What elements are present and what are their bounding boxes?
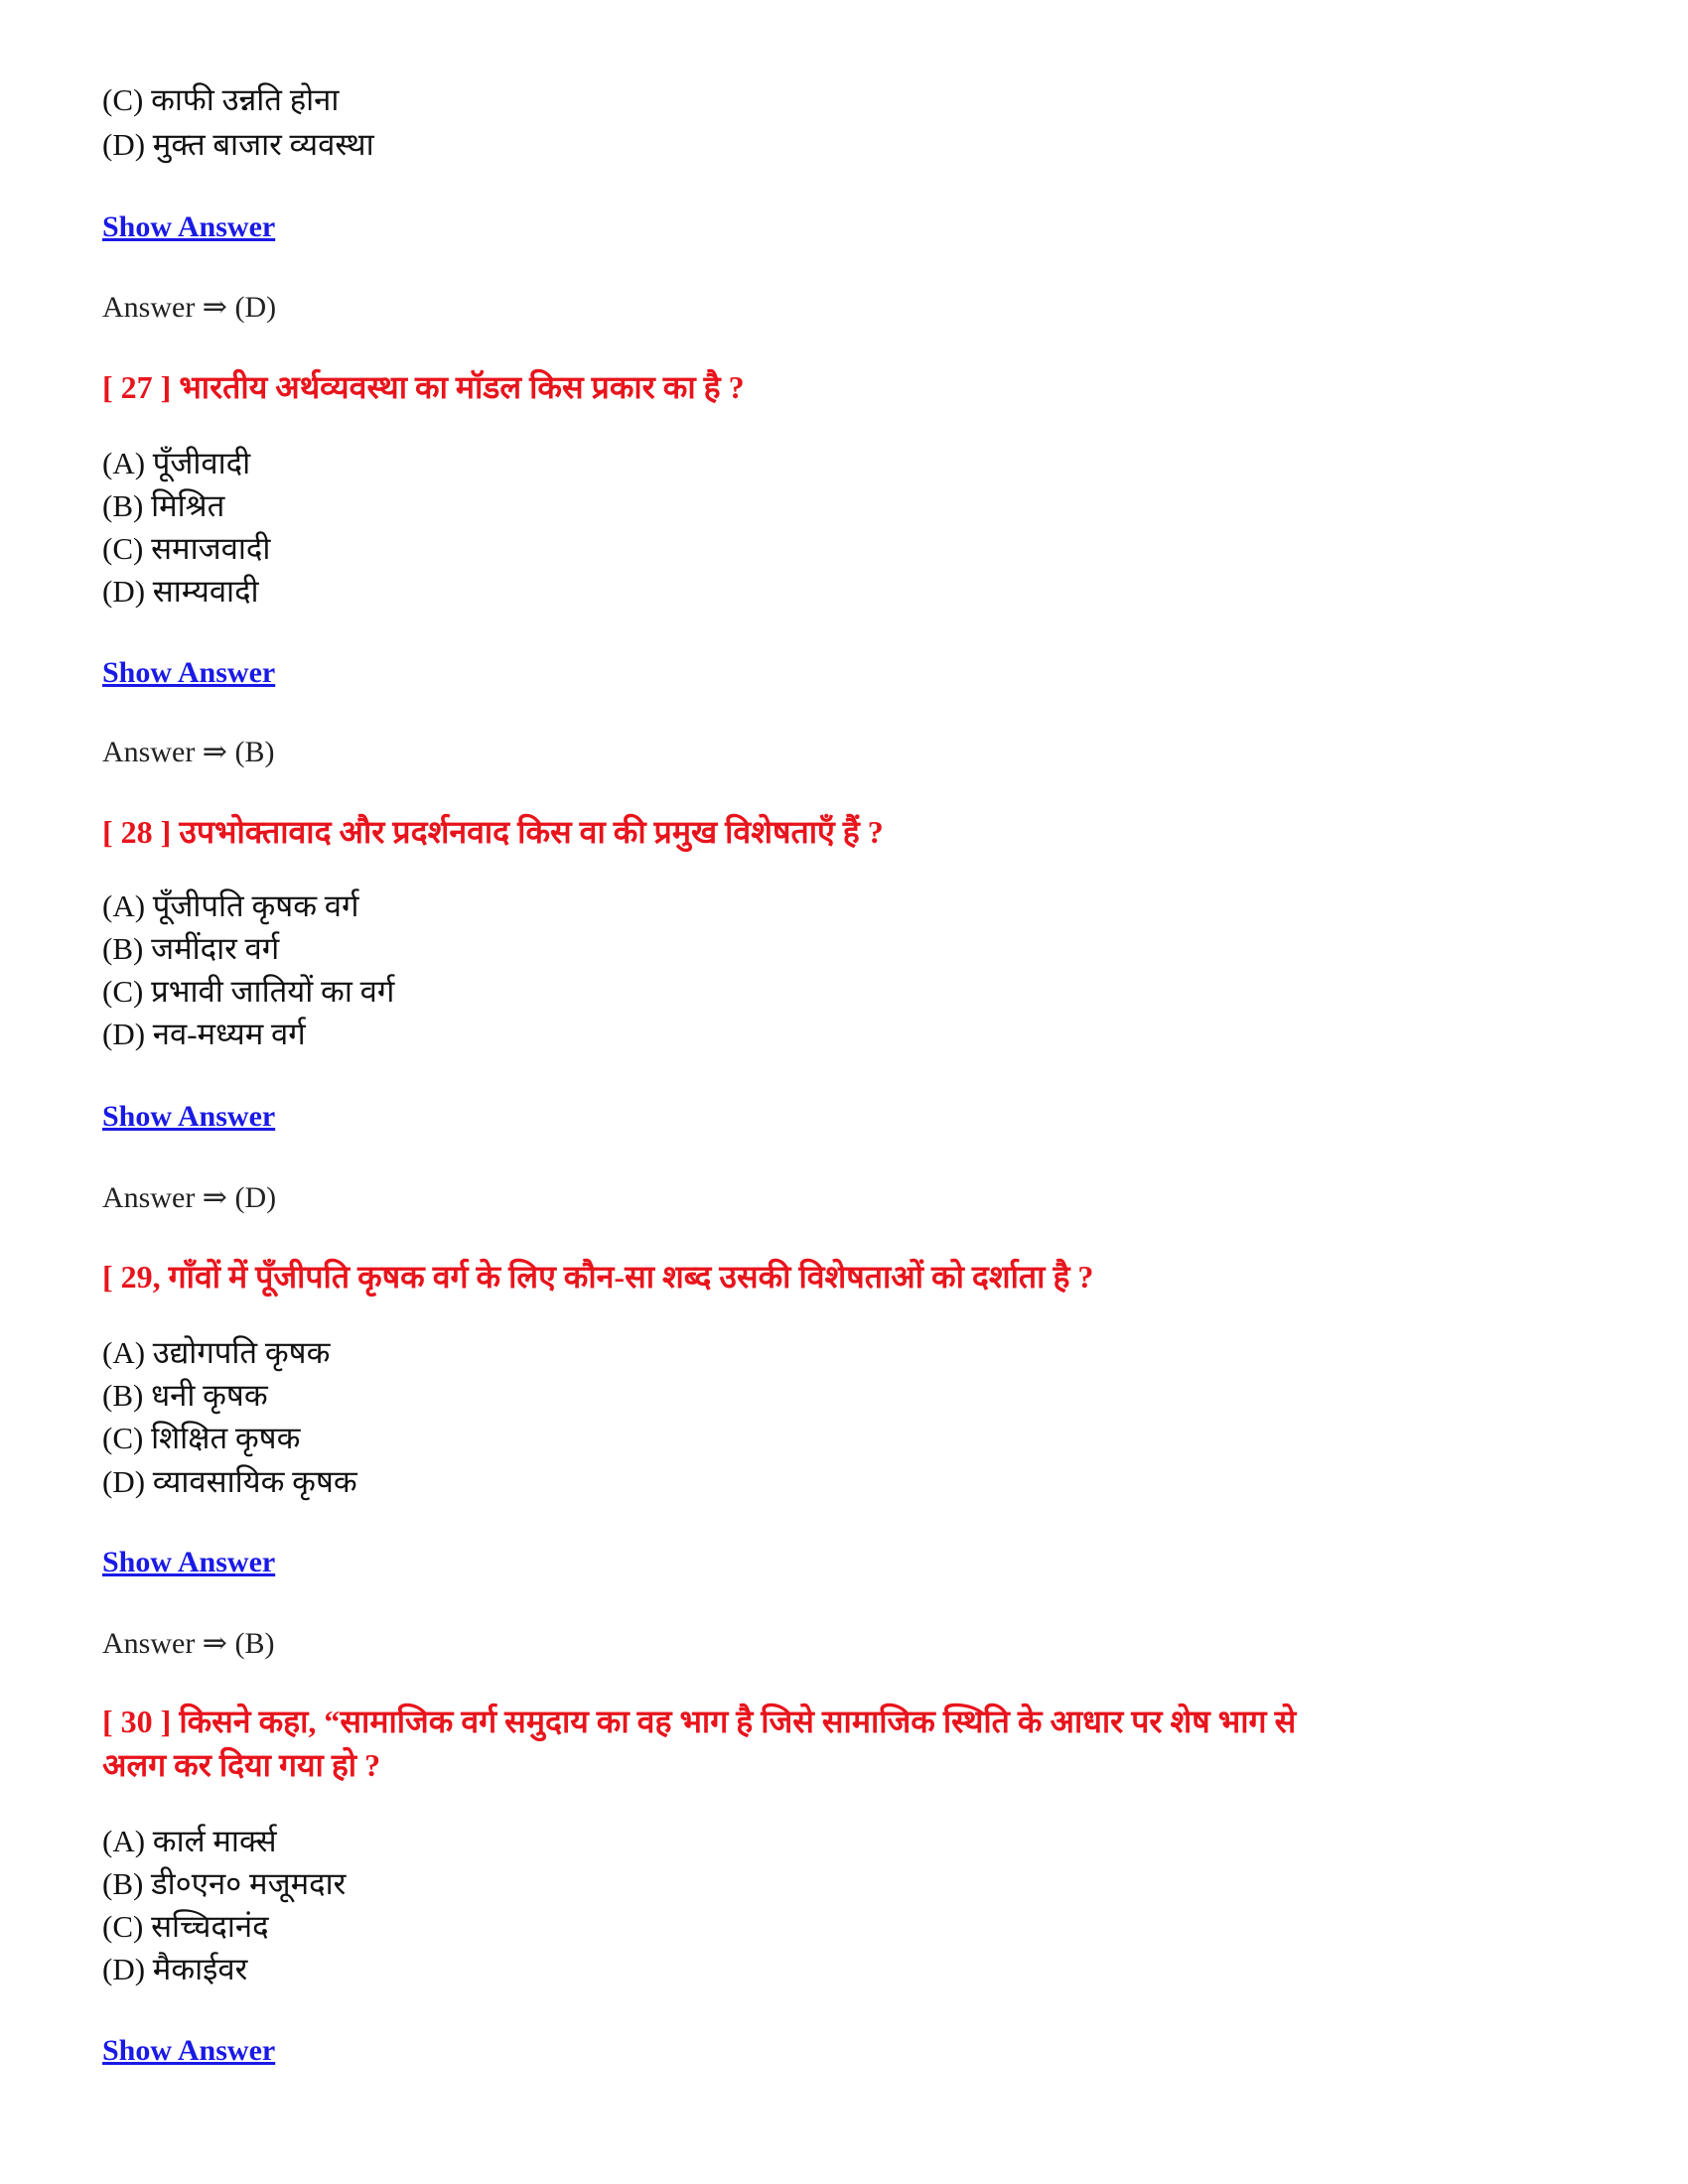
option-b: (B) मिश्रित xyxy=(102,488,225,523)
option-c: (C) सच्चिदानंद xyxy=(102,1909,269,1944)
option-d: (D) मुक्त बाजार व्यवस्था xyxy=(102,127,374,162)
option-a: (A) पूँजीवादी xyxy=(102,446,251,480)
question-title: [ 30 ] किसने कहा, “सामाजिक वर्ग समुदाय का वह भाग है जिसे सामाजिक स्थिति के आधार पर शेष भाग से xyxy=(102,1704,1297,1739)
option-d: (D) नव-मध्यम वर्ग xyxy=(102,1017,306,1051)
answer-text: Answer ⇒ (D) xyxy=(102,1181,277,1214)
option-b: (B) जमींदार वर्ग xyxy=(102,931,280,966)
show-answer-link[interactable]: Show Answer xyxy=(102,1546,276,1578)
option-a: (A) पूँजीपति कृषक वर्ग xyxy=(102,888,359,923)
option-d: (D) व्यावसायिक कृषक xyxy=(102,1464,357,1499)
show-answer-link[interactable]: Show Answer xyxy=(102,1100,276,1133)
show-answer-link[interactable]: Show Answer xyxy=(102,656,276,689)
option-b: (B) डी०एन० मजूमदार xyxy=(102,1866,347,1901)
answer-text: Answer ⇒ (B) xyxy=(102,736,275,768)
option-c: (C) काफी उन्नति होना xyxy=(102,82,340,117)
answer-text: Answer ⇒ (B) xyxy=(102,1627,275,1660)
option-d: (D) साम्यवादी xyxy=(102,574,259,609)
question-title: [ 29, गाँवों में पूँजीपति कृषक वर्ग के लिए कौन-सा शब्द उसकी विशेषताओं को दर्शाता है ? xyxy=(102,1259,1094,1295)
option-c: (C) प्रभावी जातियों का वर्ग xyxy=(102,974,395,1009)
option-b: (B) धनी कृषक xyxy=(102,1378,268,1413)
option-a: (A) कार्ल मार्क्स xyxy=(102,1824,277,1858)
question-title: [ 28 ] उपभोक्तावाद और प्रदर्शनवाद किस वा की प्रमुख विशेषताएँ हैं ? xyxy=(102,814,884,850)
option-a: (A) उद्योगपति कृषक xyxy=(102,1335,331,1370)
option-c: (C) समाजवादी xyxy=(102,531,271,566)
option-c: (C) शिक्षित कृषक xyxy=(102,1421,301,1455)
question-title-line2: अलग कर दिया गया हो ? xyxy=(102,1747,381,1783)
option-d: (D) मैकाईवर xyxy=(102,1952,248,1986)
show-answer-link[interactable]: Show Answer xyxy=(102,210,276,243)
answer-text: Answer ⇒ (D) xyxy=(102,291,277,324)
show-answer-link[interactable]: Show Answer xyxy=(102,2034,276,2067)
question-title: [ 27 ] भारतीय अर्थव्यवस्था का मॉडल किस प्रकार का है ? xyxy=(102,369,745,405)
